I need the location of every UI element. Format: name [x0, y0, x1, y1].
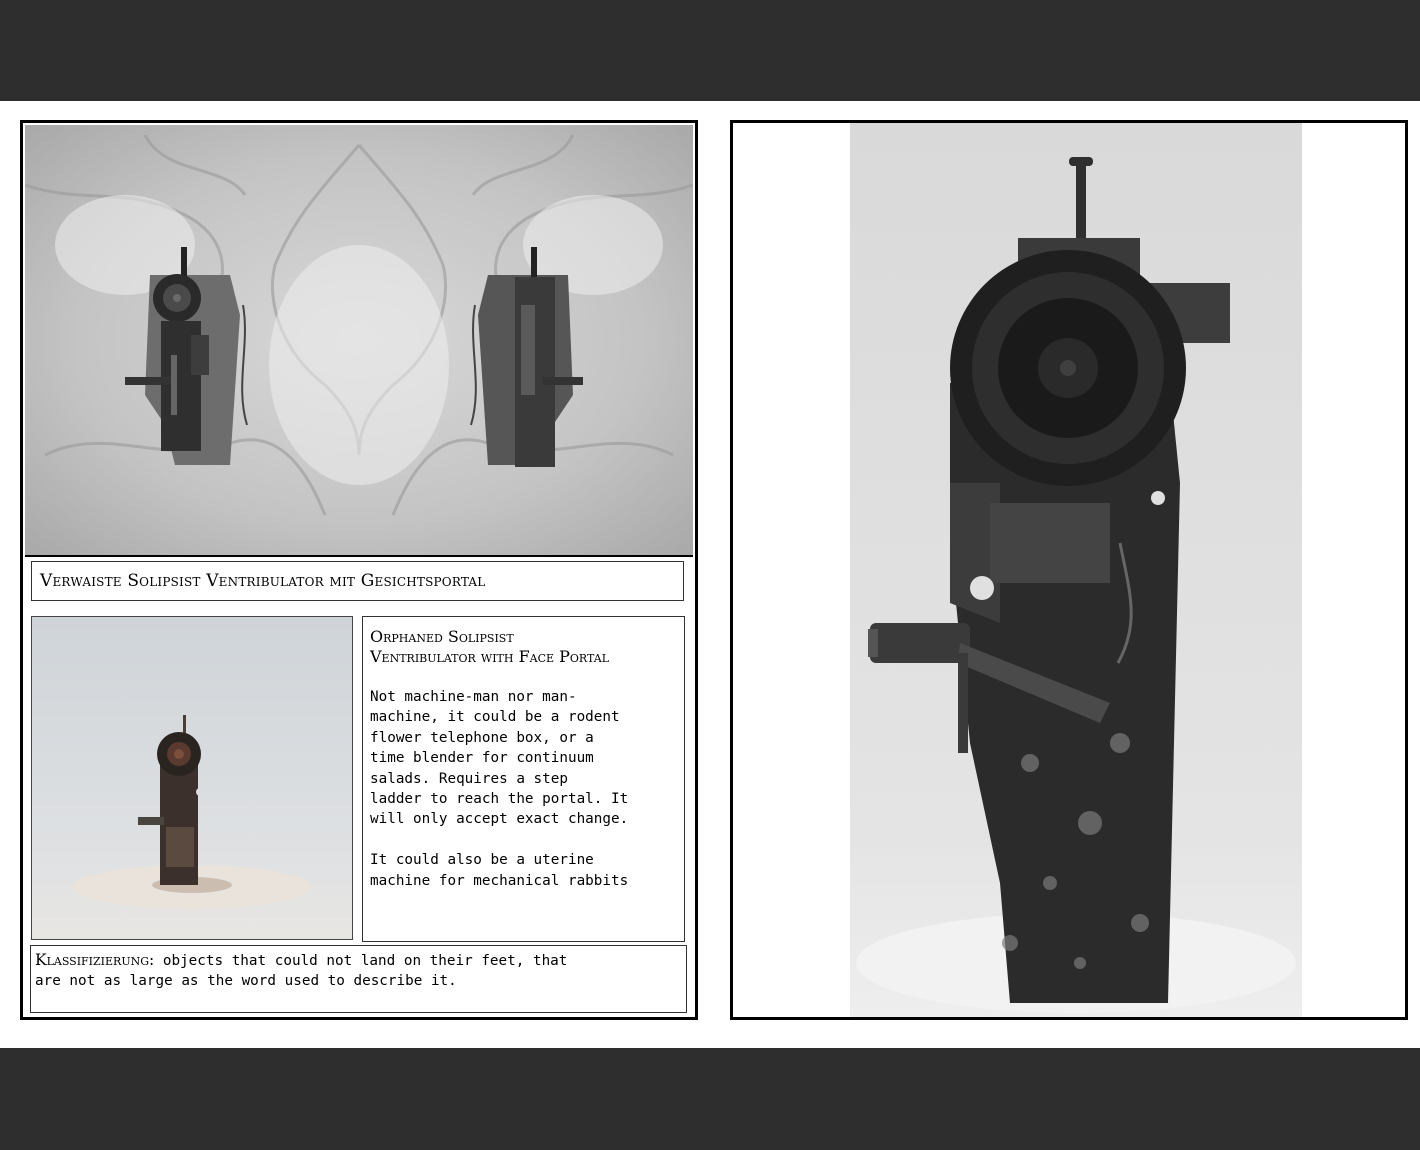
- classification-label: Klassifizierung:: [35, 951, 155, 969]
- classification-box: [30, 945, 687, 1013]
- mirrored-relief-photo: [25, 125, 693, 557]
- closeup-object-photo: [850, 123, 1302, 1017]
- description-text: Not machine-man nor man- machine, it could be a rodent flower telephone box, or a time blender for continuum salads. Requires a step ladder to reach the portal. It will only accept exact change. It could also be a uterine machine for mechanical rabbits: [370, 689, 629, 889]
- small-object-photo: [31, 616, 353, 940]
- left-panel: [20, 120, 698, 1020]
- classification-text: objects that could not land on their feet, that are not as large as the word used to describe it.: [35, 953, 568, 990]
- top-dark-band: [0, 0, 1420, 101]
- right-panel: [730, 120, 1408, 1020]
- german-title: Verwaiste Solipsist Ventribulator mit Gesichtsportal: [31, 561, 684, 601]
- description-box: [362, 616, 685, 942]
- bottom-dark-band: [0, 1048, 1420, 1150]
- english-title: Orphaned Solipsist Ventribulator with Face Portal: [370, 627, 609, 666]
